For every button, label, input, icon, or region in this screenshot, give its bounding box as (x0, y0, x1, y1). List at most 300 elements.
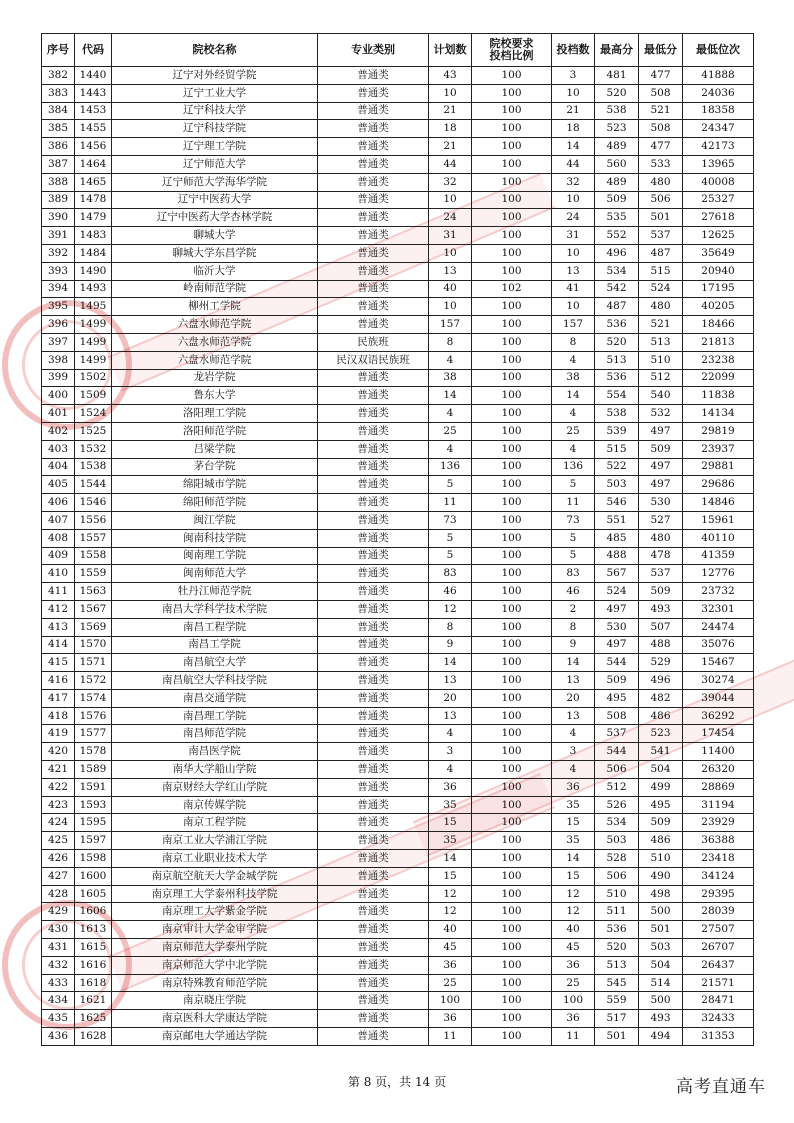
table-row (42, 796, 754, 814)
cell-school-name: 临沂大学 (112, 262, 318, 280)
cell-index: 408 (42, 529, 75, 547)
cell-min-rank: 23238 (683, 351, 754, 369)
cell-max-score: 538 (595, 102, 639, 120)
cell-plan-count: 3 (429, 743, 472, 761)
cell-filing-ratio: 100 (472, 636, 552, 654)
cell-index: 422 (42, 778, 75, 796)
cell-code: 1613 (75, 921, 112, 939)
cell-min-rank: 41888 (683, 67, 754, 85)
cell-filing-ratio: 100 (472, 1010, 552, 1028)
cell-major-category: 普通类 (318, 511, 429, 529)
table-row (42, 1010, 754, 1028)
cell-filing-ratio: 100 (472, 814, 552, 832)
cell-code: 1598 (75, 850, 112, 868)
cell-code: 1574 (75, 689, 112, 707)
cell-major-category: 普通类 (318, 565, 429, 583)
cell-index: 420 (42, 743, 75, 761)
cell-major-category: 普通类 (318, 209, 429, 227)
cell-min-rank: 12625 (683, 227, 754, 245)
cell-filing-ratio: 100 (472, 102, 552, 120)
cell-major-category: 普通类 (318, 903, 429, 921)
table-row (42, 832, 754, 850)
cell-plan-count: 46 (429, 583, 472, 601)
cell-filed-count: 4 (552, 351, 595, 369)
cell-major-category: 普通类 (318, 939, 429, 957)
cell-max-score: 512 (595, 778, 639, 796)
cell-min-score: 540 (639, 387, 683, 405)
cell-code: 1570 (75, 636, 112, 654)
cell-min-score: 523 (639, 725, 683, 743)
cell-index: 399 (42, 369, 75, 387)
cell-filing-ratio: 100 (472, 618, 552, 636)
cell-min-rank: 36292 (683, 707, 754, 725)
table-row (42, 298, 754, 316)
table-row (42, 743, 754, 761)
cell-max-score: 538 (595, 405, 639, 423)
cell-filing-ratio: 100 (472, 333, 552, 351)
cell-filing-ratio: 100 (472, 227, 552, 245)
cell-code: 1600 (75, 867, 112, 885)
table-row (42, 387, 754, 405)
cell-school-name: 吕梁学院 (112, 440, 318, 458)
cell-index: 414 (42, 636, 75, 654)
table-row (42, 707, 754, 725)
cell-min-score: 497 (639, 458, 683, 476)
cell-min-score: 480 (639, 298, 683, 316)
table-row (42, 351, 754, 369)
cell-index: 410 (42, 565, 75, 583)
table-row (42, 529, 754, 547)
cell-index: 434 (42, 992, 75, 1010)
cell-plan-count: 15 (429, 814, 472, 832)
cell-max-score: 506 (595, 867, 639, 885)
cell-code: 1484 (75, 244, 112, 262)
cell-plan-count: 11 (429, 1028, 472, 1046)
cell-code: 1483 (75, 227, 112, 245)
cell-school-name: 六盘水师范学院 (112, 316, 318, 334)
cell-code: 1572 (75, 672, 112, 690)
cell-school-name: 南京工业职业技术大学 (112, 850, 318, 868)
cell-school-name: 南京师范大学泰州学院 (112, 939, 318, 957)
cell-index: 386 (42, 138, 75, 156)
cell-code: 1605 (75, 885, 112, 903)
cell-min-score: 499 (639, 778, 683, 796)
cell-index: 417 (42, 689, 75, 707)
cell-filed-count: 4 (552, 440, 595, 458)
cell-max-score: 496 (595, 244, 639, 262)
cell-index: 403 (42, 440, 75, 458)
cell-school-name: 南昌理工学院 (112, 707, 318, 725)
cell-index: 432 (42, 956, 75, 974)
cell-min-rank: 36388 (683, 832, 754, 850)
cell-plan-count: 25 (429, 974, 472, 992)
cell-min-score: 493 (639, 1010, 683, 1028)
cell-filing-ratio: 100 (472, 583, 552, 601)
table-row (42, 956, 754, 974)
cell-school-name: 南京医科大学康达学院 (112, 1010, 318, 1028)
cell-major-category: 普通类 (318, 974, 429, 992)
cell-index: 425 (42, 832, 75, 850)
cell-filing-ratio: 100 (472, 921, 552, 939)
cell-max-score: 542 (595, 280, 639, 298)
cell-school-name: 南昌大学科学技术学院 (112, 600, 318, 618)
cell-max-score: 536 (595, 921, 639, 939)
cell-code: 1597 (75, 832, 112, 850)
cell-plan-count: 11 (429, 494, 472, 512)
header-min-rank: 最低位次 (683, 34, 754, 67)
cell-major-category: 普通类 (318, 476, 429, 494)
cell-min-score: 510 (639, 850, 683, 868)
cell-filing-ratio: 100 (472, 494, 552, 512)
cell-plan-count: 13 (429, 672, 472, 690)
table-row (42, 369, 754, 387)
cell-filing-ratio: 100 (472, 476, 552, 494)
cell-min-score: 515 (639, 262, 683, 280)
cell-school-name: 南京工程学院 (112, 814, 318, 832)
cell-max-score: 515 (595, 440, 639, 458)
cell-school-name: 牡丹江师范学院 (112, 583, 318, 601)
cell-max-score: 488 (595, 547, 639, 565)
cell-max-score: 495 (595, 689, 639, 707)
cell-max-score: 509 (595, 672, 639, 690)
cell-plan-count: 14 (429, 654, 472, 672)
cell-min-score: 521 (639, 102, 683, 120)
cell-min-score: 529 (639, 654, 683, 672)
cell-plan-count: 35 (429, 832, 472, 850)
cell-major-category: 普通类 (318, 832, 429, 850)
cell-code: 1578 (75, 743, 112, 761)
cell-index: 391 (42, 227, 75, 245)
cell-filed-count: 8 (552, 333, 595, 351)
table-row (42, 565, 754, 583)
cell-min-score: 501 (639, 209, 683, 227)
cell-index: 409 (42, 547, 75, 565)
cell-code: 1524 (75, 405, 112, 423)
cell-min-rank: 11838 (683, 387, 754, 405)
cell-filing-ratio: 100 (472, 850, 552, 868)
cell-filed-count: 10 (552, 191, 595, 209)
cell-index: 406 (42, 494, 75, 512)
table-row (42, 494, 754, 512)
cell-index: 426 (42, 850, 75, 868)
table-row (42, 921, 754, 939)
cell-min-score: 537 (639, 565, 683, 583)
cell-min-score: 507 (639, 618, 683, 636)
cell-code: 1490 (75, 262, 112, 280)
cell-filing-ratio: 102 (472, 280, 552, 298)
cell-max-score: 534 (595, 814, 639, 832)
cell-max-score: 503 (595, 476, 639, 494)
cell-code: 1595 (75, 814, 112, 832)
cell-filing-ratio: 100 (472, 956, 552, 974)
cell-plan-count: 136 (429, 458, 472, 476)
cell-filed-count: 38 (552, 369, 595, 387)
cell-school-name: 洛阳理工学院 (112, 405, 318, 423)
cell-code: 1577 (75, 725, 112, 743)
cell-major-category: 普通类 (318, 600, 429, 618)
cell-major-category: 普通类 (318, 547, 429, 565)
cell-min-score: 486 (639, 707, 683, 725)
cell-filed-count: 5 (552, 547, 595, 565)
cell-max-score: 567 (595, 565, 639, 583)
cell-index: 428 (42, 885, 75, 903)
cell-index: 407 (42, 511, 75, 529)
cell-filing-ratio: 100 (472, 992, 552, 1010)
cell-min-score: 500 (639, 992, 683, 1010)
cell-index: 421 (42, 761, 75, 779)
cell-filing-ratio: 100 (472, 440, 552, 458)
cell-index: 424 (42, 814, 75, 832)
cell-filed-count: 14 (552, 654, 595, 672)
cell-plan-count: 35 (429, 796, 472, 814)
cell-code: 1455 (75, 120, 112, 138)
cell-max-score: 544 (595, 654, 639, 672)
cell-plan-count: 12 (429, 903, 472, 921)
cell-filing-ratio: 100 (472, 67, 552, 85)
table-row (42, 672, 754, 690)
cell-index: 402 (42, 422, 75, 440)
cell-filed-count: 4 (552, 405, 595, 423)
cell-min-rank: 29881 (683, 458, 754, 476)
cell-plan-count: 100 (429, 992, 472, 1010)
cell-filing-ratio: 100 (472, 262, 552, 280)
cell-min-rank: 32433 (683, 1010, 754, 1028)
cell-min-rank: 15961 (683, 511, 754, 529)
cell-max-score: 520 (595, 333, 639, 351)
cell-major-category: 普通类 (318, 672, 429, 690)
cell-min-score: 508 (639, 84, 683, 102)
cell-filing-ratio: 100 (472, 138, 552, 156)
cell-max-score: 497 (595, 600, 639, 618)
cell-filing-ratio: 100 (472, 155, 552, 173)
cell-max-score: 551 (595, 511, 639, 529)
cell-max-score: 530 (595, 618, 639, 636)
cell-max-score: 520 (595, 84, 639, 102)
cell-code: 1616 (75, 956, 112, 974)
cell-major-category: 普通类 (318, 743, 429, 761)
cell-major-category: 普通类 (318, 67, 429, 85)
cell-filed-count: 13 (552, 672, 595, 690)
cell-filed-count: 136 (552, 458, 595, 476)
cell-max-score: 513 (595, 351, 639, 369)
cell-school-name: 南昌航空大学 (112, 654, 318, 672)
cell-min-rank: 40008 (683, 173, 754, 191)
cell-index: 431 (42, 939, 75, 957)
cell-code: 1563 (75, 583, 112, 601)
cell-plan-count: 18 (429, 120, 472, 138)
cell-school-name: 辽宁中医药大学 (112, 191, 318, 209)
cell-major-category: 普通类 (318, 956, 429, 974)
cell-min-rank: 23929 (683, 814, 754, 832)
cell-plan-count: 40 (429, 921, 472, 939)
cell-max-score: 559 (595, 992, 639, 1010)
cell-min-rank: 21813 (683, 333, 754, 351)
table-row (42, 547, 754, 565)
cell-min-rank: 14134 (683, 405, 754, 423)
table-row (42, 333, 754, 351)
cell-code: 1479 (75, 209, 112, 227)
cell-filed-count: 25 (552, 422, 595, 440)
cell-major-category: 普通类 (318, 921, 429, 939)
cell-plan-count: 14 (429, 387, 472, 405)
cell-filed-count: 40 (552, 921, 595, 939)
cell-index: 393 (42, 262, 75, 280)
cell-code: 1499 (75, 351, 112, 369)
cell-filed-count: 4 (552, 761, 595, 779)
table-row (42, 761, 754, 779)
cell-index: 412 (42, 600, 75, 618)
cell-filed-count: 11 (552, 1028, 595, 1046)
cell-school-name: 茅台学院 (112, 458, 318, 476)
cell-filing-ratio: 100 (472, 173, 552, 191)
cell-major-category: 普通类 (318, 867, 429, 885)
cell-school-name: 南京师范大学中北学院 (112, 956, 318, 974)
cell-filing-ratio: 100 (472, 761, 552, 779)
cell-school-name: 南京审计大学金审学院 (112, 921, 318, 939)
cell-school-name: 南昌工学院 (112, 636, 318, 654)
cell-max-score: 503 (595, 832, 639, 850)
cell-filing-ratio: 100 (472, 547, 552, 565)
cell-min-score: 495 (639, 796, 683, 814)
cell-school-name: 绵阳城市学院 (112, 476, 318, 494)
cell-min-score: 541 (639, 743, 683, 761)
cell-max-score: 522 (595, 458, 639, 476)
cell-min-score: 512 (639, 369, 683, 387)
cell-filed-count: 14 (552, 138, 595, 156)
cell-min-rank: 17195 (683, 280, 754, 298)
cell-plan-count: 4 (429, 405, 472, 423)
table-row (42, 405, 754, 423)
cell-filing-ratio: 100 (472, 778, 552, 796)
cell-min-rank: 29686 (683, 476, 754, 494)
cell-filing-ratio: 100 (472, 689, 552, 707)
cell-school-name: 闽南理工学院 (112, 547, 318, 565)
cell-school-name: 南华大学船山学院 (112, 761, 318, 779)
cell-school-name: 辽宁中医药大学杏林学院 (112, 209, 318, 227)
cell-filing-ratio: 100 (472, 796, 552, 814)
cell-filed-count: 9 (552, 636, 595, 654)
cell-max-score: 497 (595, 636, 639, 654)
cell-school-name: 聊城大学东昌学院 (112, 244, 318, 262)
cell-major-category: 普通类 (318, 387, 429, 405)
table-row (42, 476, 754, 494)
cell-filed-count: 10 (552, 84, 595, 102)
table-row (42, 778, 754, 796)
cell-min-rank: 42173 (683, 138, 754, 156)
cell-min-score: 530 (639, 494, 683, 512)
cell-code: 1606 (75, 903, 112, 921)
cell-max-score: 545 (595, 974, 639, 992)
cell-filed-count: 11 (552, 494, 595, 512)
cell-filing-ratio: 100 (472, 885, 552, 903)
cell-min-rank: 23732 (683, 583, 754, 601)
cell-plan-count: 13 (429, 707, 472, 725)
cell-max-score: 536 (595, 316, 639, 334)
cell-min-rank: 29395 (683, 885, 754, 903)
cell-filed-count: 4 (552, 725, 595, 743)
table-row (42, 867, 754, 885)
cell-index: 435 (42, 1010, 75, 1028)
cell-plan-count: 4 (429, 761, 472, 779)
cell-filed-count: 18 (552, 120, 595, 138)
cell-min-rank: 24036 (683, 84, 754, 102)
cell-code: 1525 (75, 422, 112, 440)
cell-index: 392 (42, 244, 75, 262)
cell-filed-count: 157 (552, 316, 595, 334)
cell-major-category: 民汉双语民族班 (318, 351, 429, 369)
cell-index: 401 (42, 405, 75, 423)
cell-filed-count: 20 (552, 689, 595, 707)
cell-major-category: 普通类 (318, 814, 429, 832)
cell-major-category: 普通类 (318, 707, 429, 725)
cell-min-rank: 26320 (683, 761, 754, 779)
cell-index: 390 (42, 209, 75, 227)
cell-min-score: 500 (639, 903, 683, 921)
page-footer: 第 8 页，共 14 页 (347, 1075, 447, 1089)
header-filing-ratio (472, 34, 552, 67)
cell-code: 1546 (75, 494, 112, 512)
cell-major-category: 普通类 (318, 155, 429, 173)
header-min-score: 最低分 (639, 34, 683, 67)
cell-index: 413 (42, 618, 75, 636)
cell-max-score: 544 (595, 743, 639, 761)
table-row (42, 885, 754, 903)
cell-filing-ratio: 100 (472, 903, 552, 921)
cell-code: 1509 (75, 387, 112, 405)
cell-max-score: 517 (595, 1010, 639, 1028)
cell-major-category: 普通类 (318, 636, 429, 654)
cell-filed-count: 32 (552, 173, 595, 191)
cell-major-category: 普通类 (318, 316, 429, 334)
cell-filed-count: 14 (552, 850, 595, 868)
cell-filing-ratio: 100 (472, 298, 552, 316)
table-row (42, 850, 754, 868)
cell-index: 430 (42, 921, 75, 939)
cell-max-score: 560 (595, 155, 639, 173)
cell-code: 1589 (75, 761, 112, 779)
cell-min-score: 482 (639, 689, 683, 707)
cell-filed-count: 15 (552, 814, 595, 832)
cell-filed-count: 13 (552, 262, 595, 280)
cell-index: 423 (42, 796, 75, 814)
cell-major-category: 普通类 (318, 173, 429, 191)
cell-plan-count: 157 (429, 316, 472, 334)
table-row (42, 654, 754, 672)
cell-max-score: 513 (595, 956, 639, 974)
cell-min-rank: 20940 (683, 262, 754, 280)
cell-min-rank: 35649 (683, 244, 754, 262)
cell-school-name: 南昌航空大学科技学院 (112, 672, 318, 690)
cell-min-rank: 35076 (683, 636, 754, 654)
cell-filing-ratio: 100 (472, 743, 552, 761)
cell-min-rank: 23418 (683, 850, 754, 868)
header-filing-ratio-label: 院校要求 投档比例 (489, 37, 534, 62)
cell-max-score: 508 (595, 707, 639, 725)
cell-code: 1591 (75, 778, 112, 796)
cell-index: 416 (42, 672, 75, 690)
table-row (42, 939, 754, 957)
cell-max-score: 485 (595, 529, 639, 547)
cell-school-name: 辽宁工业大学 (112, 84, 318, 102)
table-body (42, 67, 754, 1046)
cell-min-score: 527 (639, 511, 683, 529)
table-row (42, 191, 754, 209)
cell-max-score: 509 (595, 191, 639, 209)
cell-code: 1559 (75, 565, 112, 583)
cell-code: 1571 (75, 654, 112, 672)
cell-max-score: 481 (595, 67, 639, 85)
cell-plan-count: 43 (429, 67, 472, 85)
